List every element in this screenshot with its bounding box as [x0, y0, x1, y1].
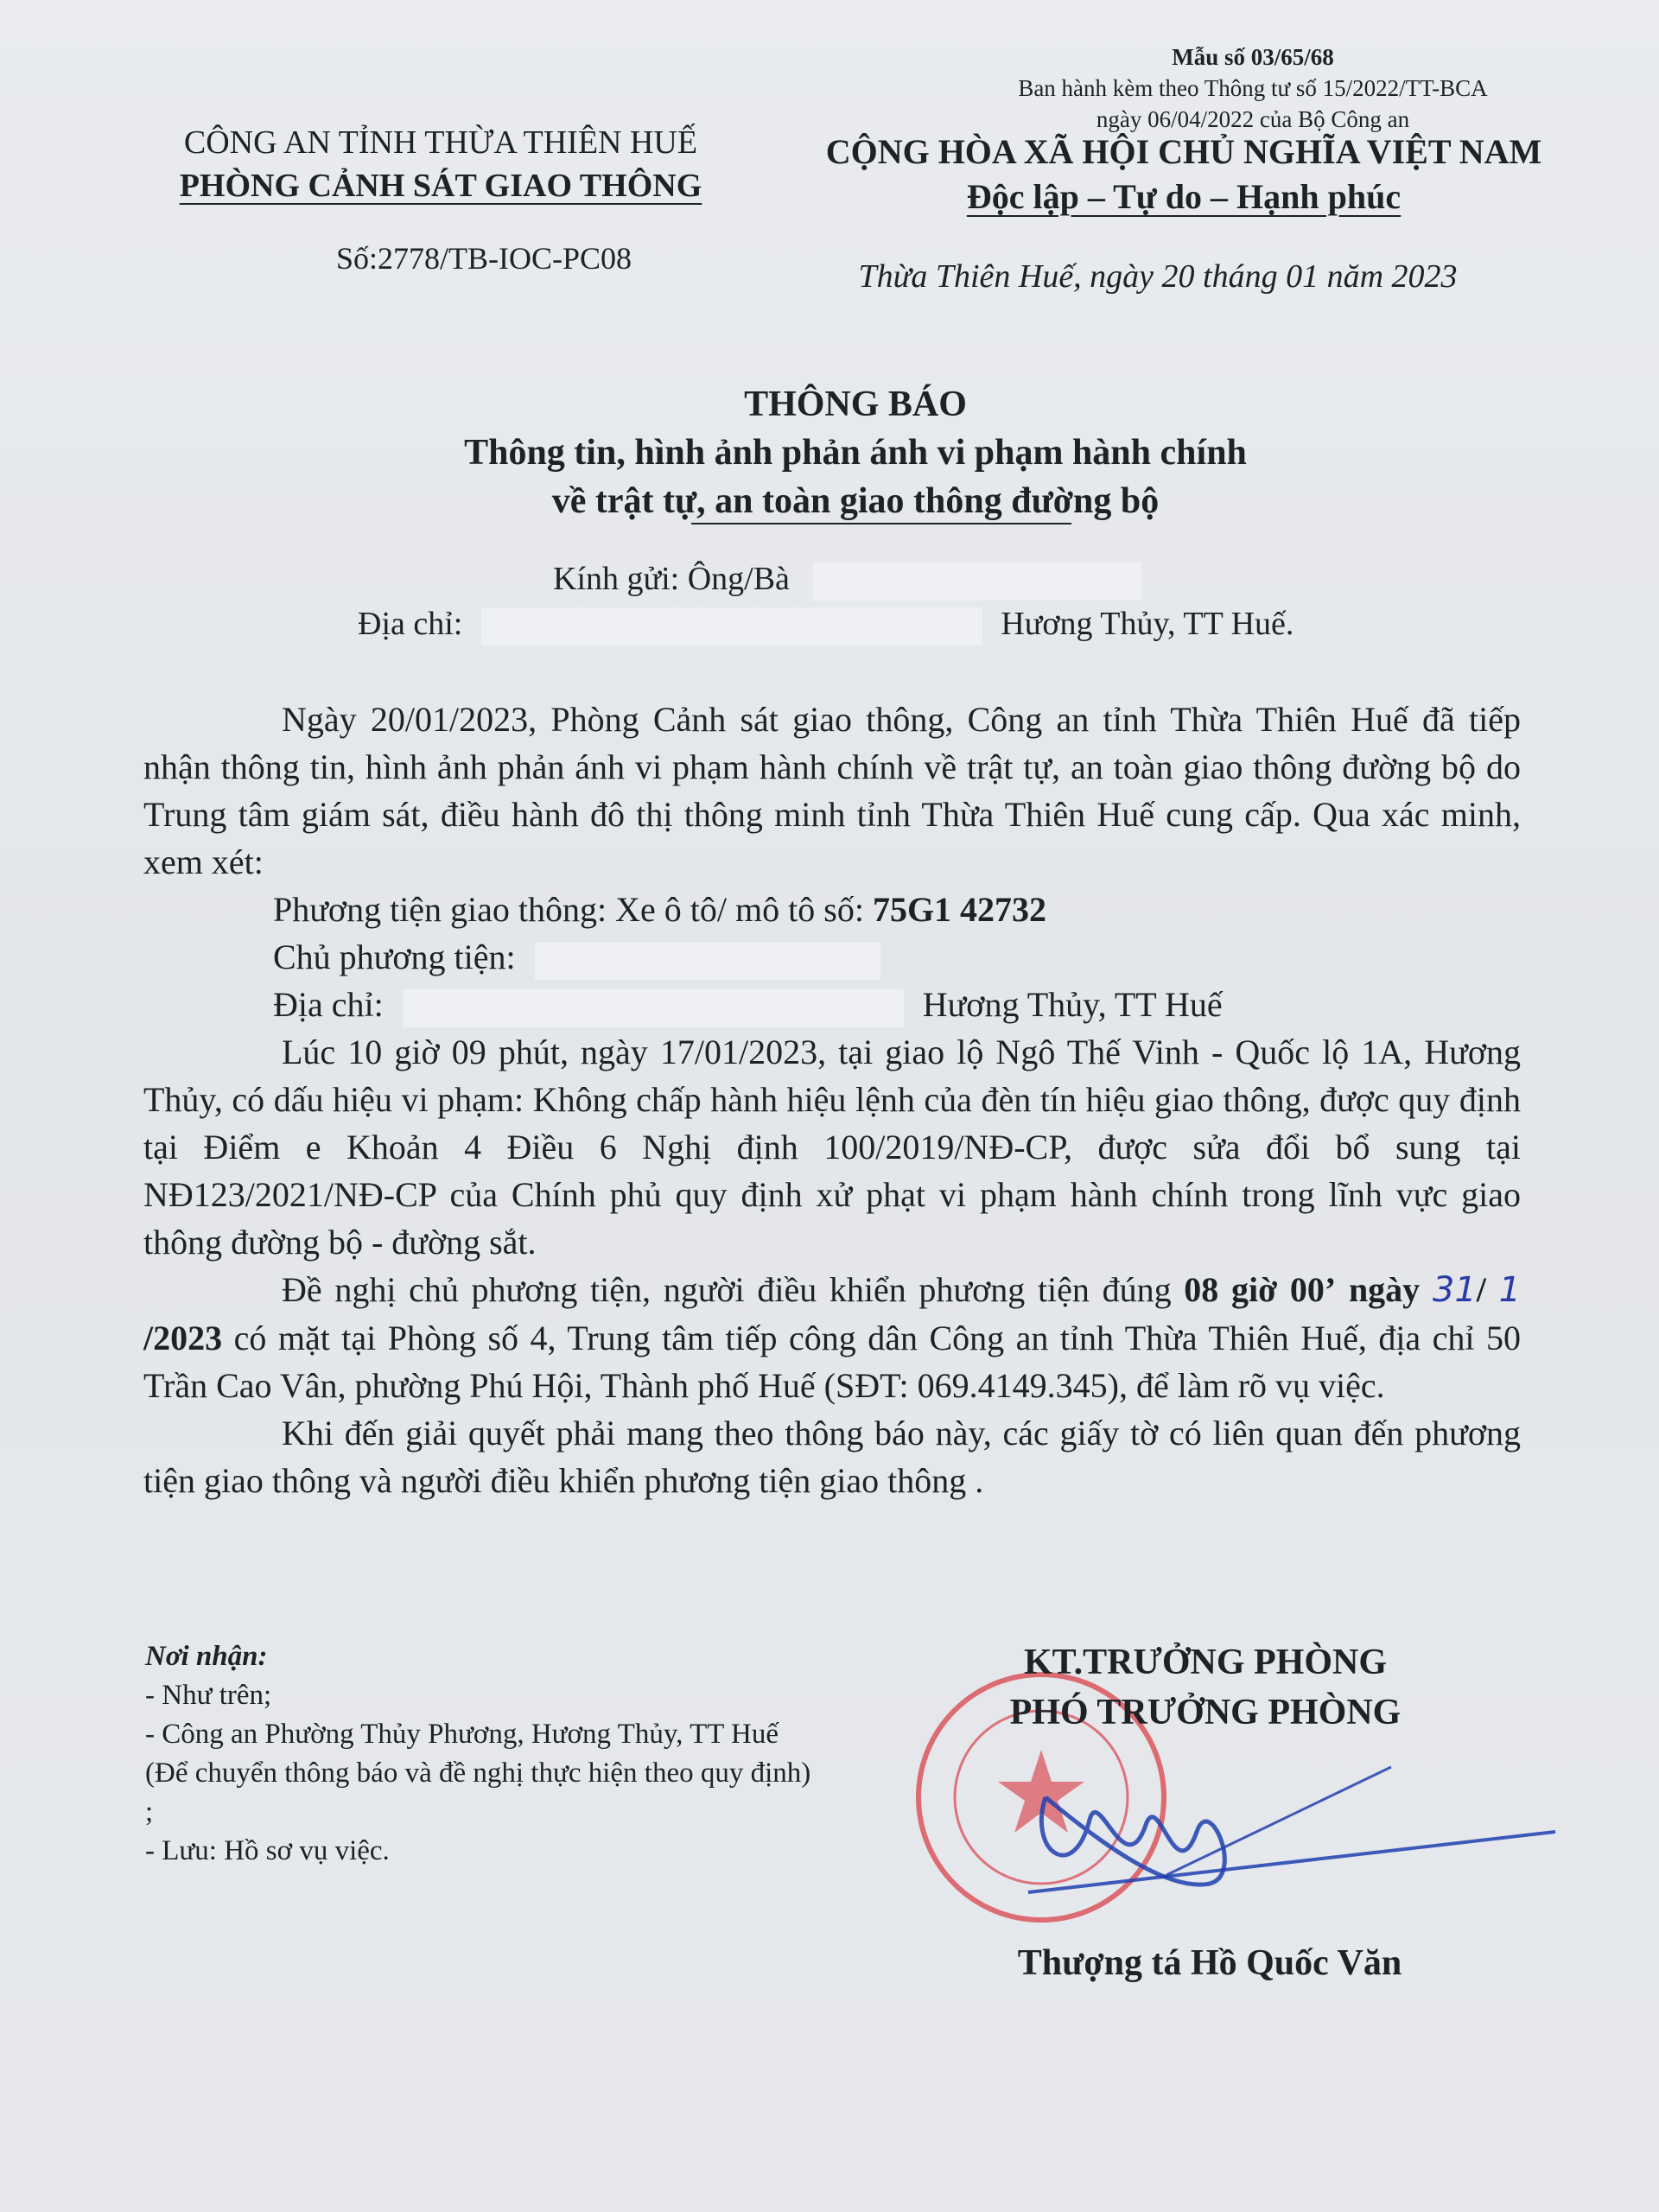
agency-header — [138, 121, 743, 207]
recipients-item: - Như trên; — [145, 1680, 272, 1711]
request-start: Đề nghị chủ phương tiện, người điều khiển phương tiện đúng — [282, 1270, 1172, 1309]
country-name: CỘNG HÒA XÃ HỘI CHỦ NGHĨA VIỆT NAM — [825, 132, 1542, 171]
handwritten-signature — [994, 1745, 1555, 1918]
signature-line1: KT.TRƯỞNG PHÒNG — [1024, 1643, 1387, 1682]
signature-line2: PHÓ TRƯỞNG PHÒNG — [1009, 1693, 1402, 1732]
recipient-label: Kính gửi: Ông/Bà — [553, 561, 790, 597]
place-date: Thừa Thiên Huế, ngày 20 tháng 01 năm 2023 — [858, 258, 1458, 295]
request-paragraph — [143, 1266, 1521, 1409]
agency-parent: CÔNG AN TỈNH THỪA THIÊN HUẾ — [183, 124, 698, 161]
vehicle-label: Phương tiện giao thông: Xe ô tô/ mô tô số: — [273, 890, 864, 929]
violation-paragraph: Lúc 10 giờ 09 phút, ngày 17/01/2023, tại giao lộ Ngô Thế Vinh - Quốc lộ 1A, Hương Thủy, có dấu hiệu vi phạm: Không chấp hành hiệu lệnh của đèn tín hiệu giao thông, được quy định tại Điểm e Khoản 4 Điều 6 Nghị định 100/2019/NĐ-CP, được sửa đổi bổ sung tại NĐ123/2021/NĐ-CP của Chính phủ quy định xử phạt vi phạm hành chính trong lĩnh vực giao thông đường bộ - đường sắt. — [143, 1033, 1521, 1262]
title-line1: Thông tin, hình ảnh phản ánh vi phạm hành chính — [464, 433, 1247, 473]
national-motto: Độc lập – Tự do – Hạnh phúc — [966, 177, 1402, 216]
address-label: Địa chỉ: — [358, 606, 463, 642]
closing-paragraph: Khi đến giải quyết phải mang theo thông báo này, các giấy tờ có liên quan đến phương tiện giao thông và người điều khiển phương tiện giao thông . — [143, 1414, 1521, 1500]
form-issued-line1: Ban hành kèm theo Thông tư số 15/2022/TT-BCA — [1018, 75, 1488, 101]
appointment-time: 08 giờ 00’ — [1184, 1270, 1337, 1309]
ngay-label: ngày — [1348, 1270, 1421, 1309]
owner-line — [143, 933, 1521, 981]
recipients-item: - Lưu: Hồ sơ vụ việc. — [145, 1835, 390, 1866]
signature-block — [925, 1637, 1486, 1738]
signer-name: Thượng tá Hồ Quốc Văn — [1017, 1943, 1402, 1983]
recipients-block — [145, 1637, 819, 1871]
owner-address-tail: Hương Thủy, TT Huế — [922, 985, 1223, 1024]
handwritten-day: 31 — [1432, 1270, 1477, 1310]
owner-label: Chủ phương tiện: — [273, 938, 516, 976]
request-end: có mặt tại Phòng số 4, Trung tâm tiếp công dân Công an tỉnh Thừa Thiên Huế, địa chỉ 50 Trần Cao Vân, phường Phú Hội, Thành phố Huế (SĐT: 069.4149.345), để làm rõ vụ việc. — [143, 1319, 1521, 1405]
handwritten-month: 1 — [1498, 1270, 1522, 1310]
document-number: Số:2778/TB-IOC-PC08 — [335, 241, 632, 276]
redacted-address — [481, 607, 982, 645]
vehicle-line — [143, 886, 1521, 933]
recipients-heading: Nơi nhận: — [145, 1641, 268, 1672]
form-number: Mẫu số 03/65/68 — [1172, 44, 1334, 70]
appointment-year: /2023 — [143, 1319, 223, 1357]
form-issued-line2: ngày 06/04/2022 của Bộ Công an — [1096, 106, 1410, 132]
notice-body — [143, 696, 1521, 1504]
recipient-address — [358, 605, 1360, 645]
agency-name: PHÒNG CẢNH SÁT GIAO THÔNG — [179, 168, 702, 204]
national-header — [752, 130, 1616, 219]
owner-address-line — [143, 981, 1521, 1028]
redacted-owner-address — [403, 989, 904, 1027]
address-tail: Hương Thủy, TT Huế. — [1001, 606, 1294, 642]
redacted-name — [813, 563, 1141, 601]
license-plate: 75G1 42732 — [872, 890, 1047, 929]
title-line2: về trật tự, an toàn giao thông đường bộ — [551, 481, 1160, 521]
title-main: THÔNG BÁO — [744, 385, 967, 424]
form-reference — [976, 41, 1529, 135]
intro-paragraph: Ngày 20/01/2023, Phòng Cảnh sát giao thông, Công an tỉnh Thừa Thiên Huế đã tiếp nhận thông tin, hình ảnh phản ánh vi phạm hành chính về trật tự, an toàn giao thông đường bộ do Trung tâm giám sát, điều hành đô thị thông minh tỉnh Thừa Thiên Huế cung cấp. Qua xác minh, xem xét: — [143, 700, 1521, 881]
date-slash: / — [1476, 1270, 1486, 1309]
notice-title — [311, 380, 1400, 525]
recipient-line — [553, 560, 1141, 601]
owner-address-label: Địa chỉ: — [273, 985, 384, 1024]
redacted-owner — [535, 942, 880, 980]
recipients-item: - Công an Phường Thủy Phương, Hương Thủy, TT Huế (Để chuyển thông báo và đề nghị thực hiện theo quy định) ; — [145, 1719, 811, 1827]
